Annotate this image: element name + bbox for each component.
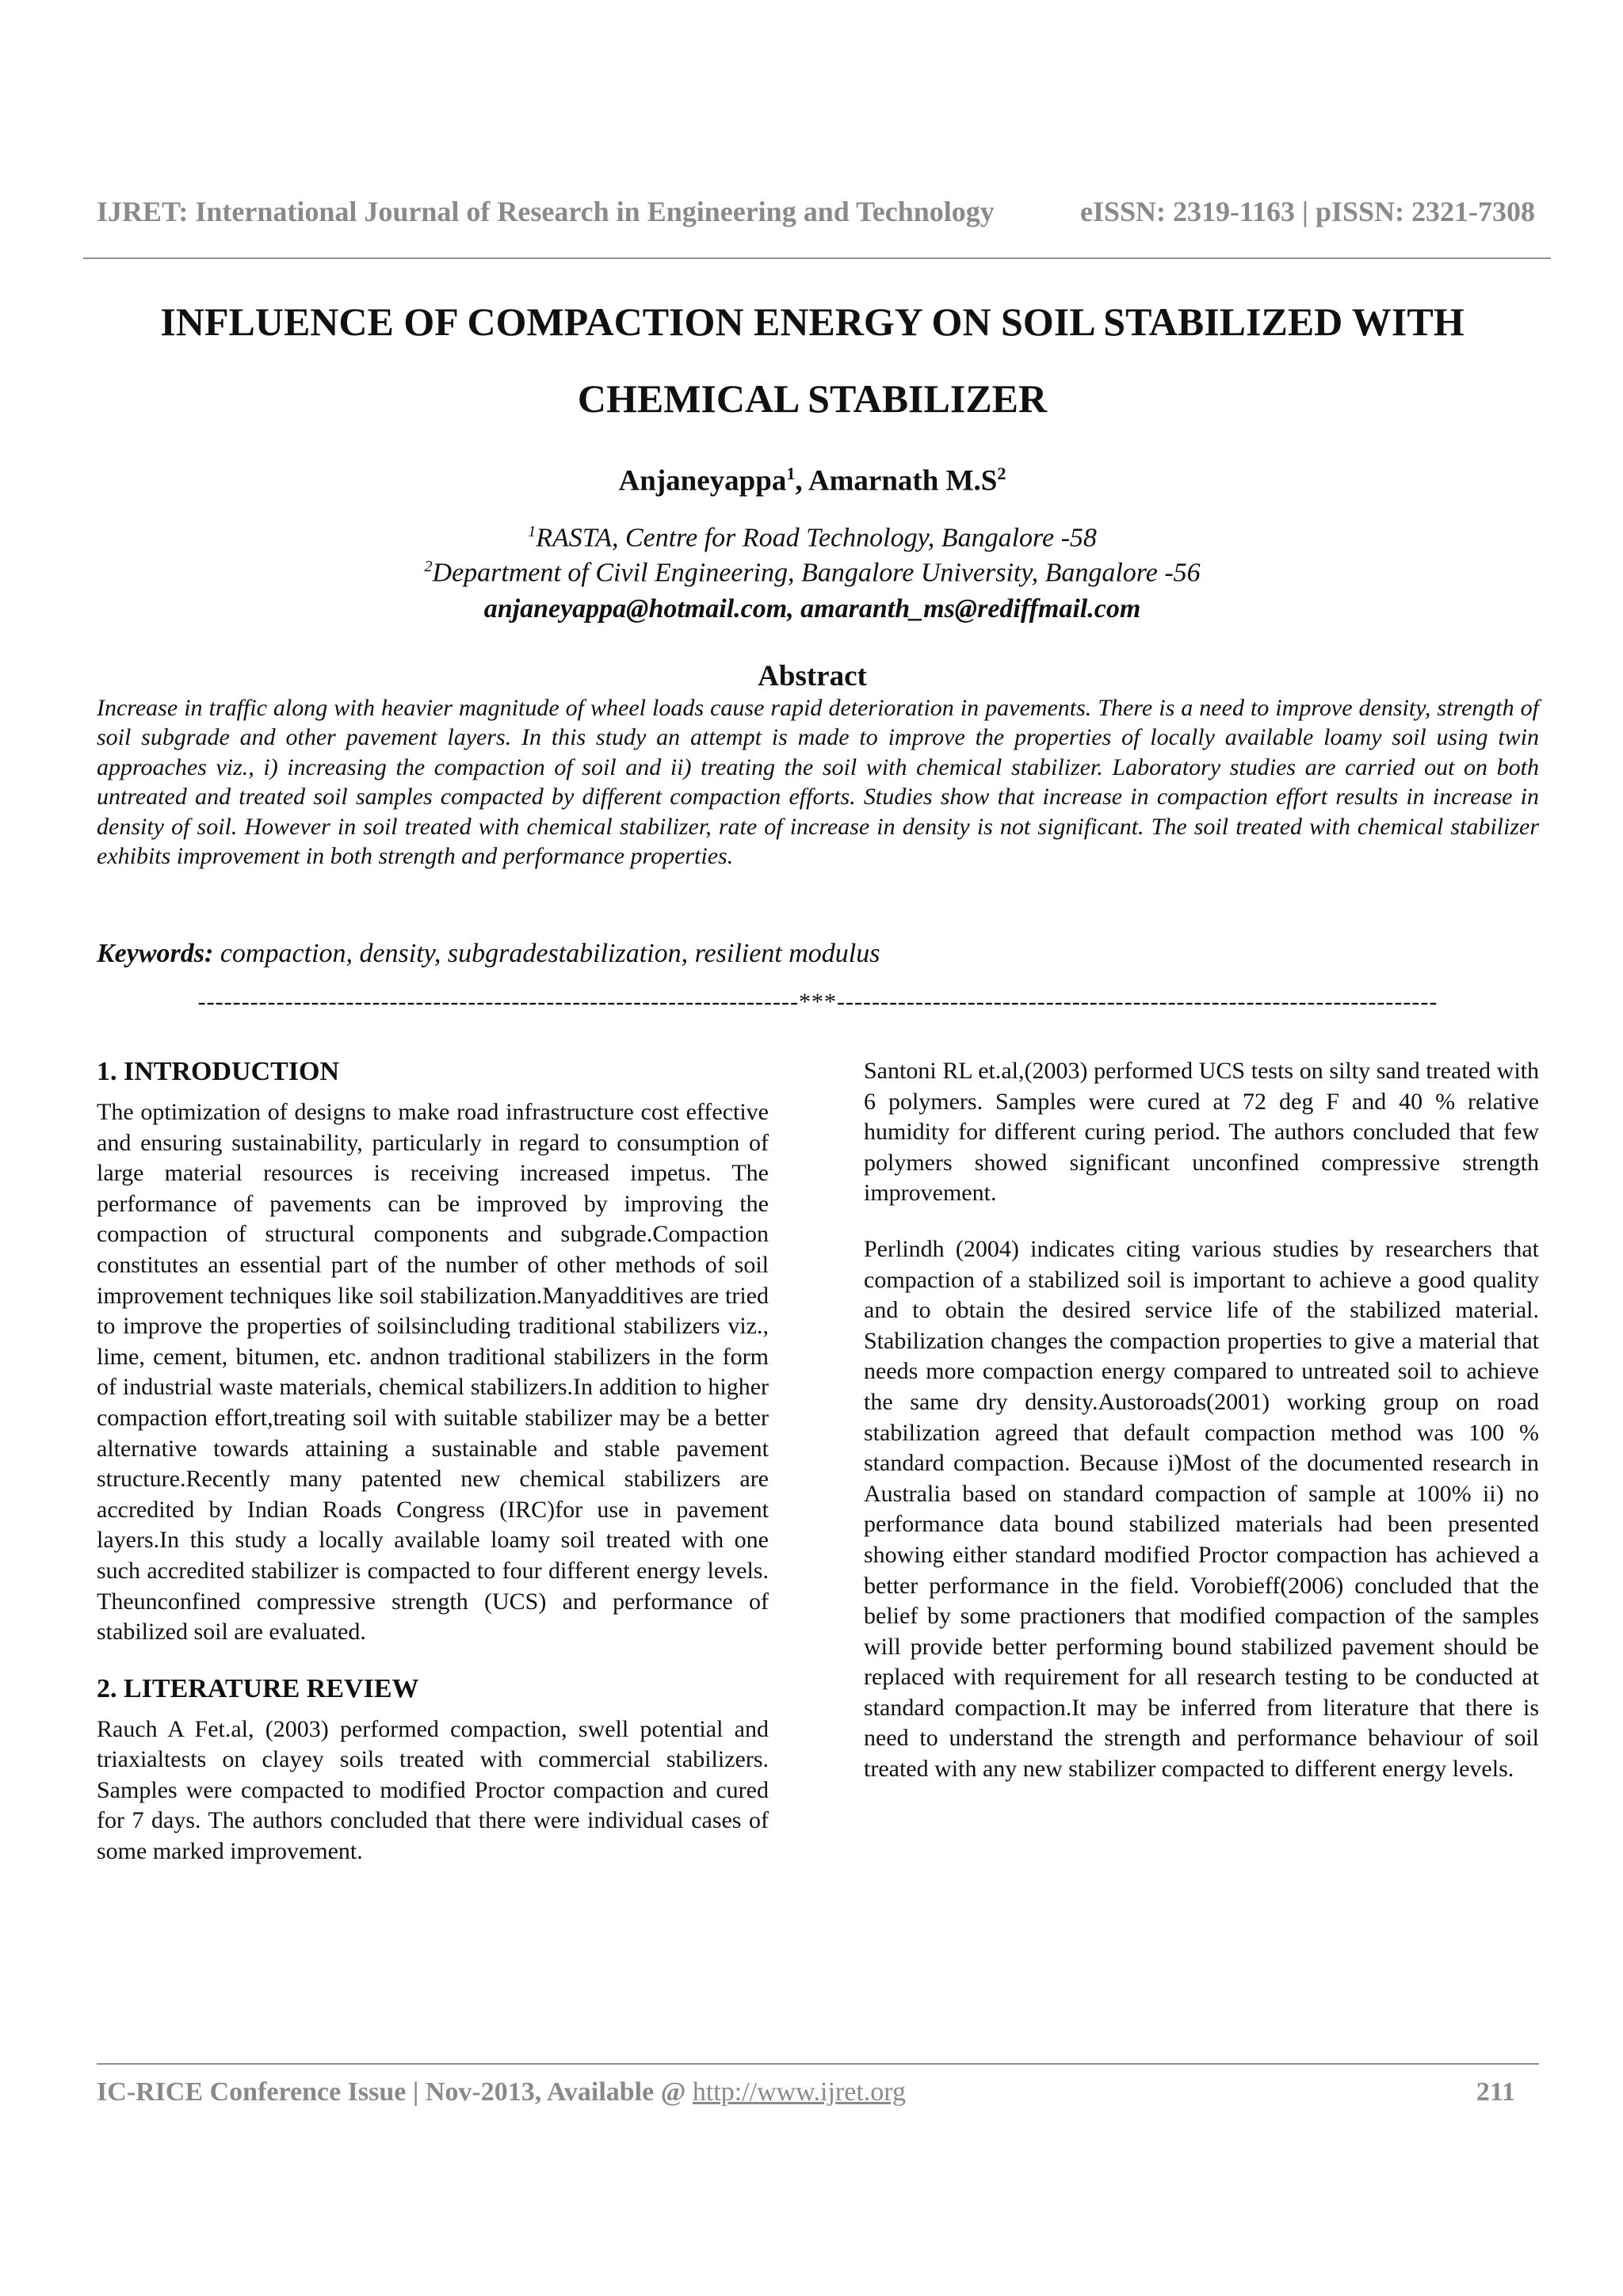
section-heading-introduction: 1. INTRODUCTION: [97, 1057, 340, 1086]
paper-title: [79, 284, 1545, 437]
title-line-1: INFLUENCE OF COMPACTION ENERGY ON SOIL STABILIZED WITH: [160, 299, 1465, 344]
literature-paragraph: Perlindh (2004) indicates citing various studies by researchers that compaction of a stabilized soil is important to achieve a good quality and to obtain the desired service life of the stabilized material. Stabilization changes the compaction properties to give a material that needs more compaction energy compared to untreated soil to achieve the same dry density.Austoroads(2001) working group on road stabilization agreed that default compaction method was 100 % standard compaction. Because i)Most of the documented research in Australia based on standard compaction of sample at 100% ii) no performance data bound stabilized materials had been presented showing either standard modified Proctor compaction has achieved a better performance in the field. Vorobieff(2006) concluded that the belief by some practioners that modified compaction of the samples will provide better performing bound stabilized pavement should be replaced with requirement for all research testing to be conducted at standard compaction.It may be inferred from literature that there is need to understand the strength and performance behaviour of soil treated with any new stabilizer compacted to different energy levels.: [864, 1235, 1539, 1783]
footer-issue: [97, 2077, 906, 2107]
journal-issn: eISSN: 2319-1163 | pISSN: 2321-7308: [1080, 196, 1535, 227]
author-superscript: 1: [786, 463, 796, 483]
abstract-heading: Abstract: [758, 660, 867, 692]
affiliation-2: [79, 558, 1545, 588]
keywords-text: compaction, density, subgradestabilization, resilient modulus: [220, 939, 880, 968]
journal-name: IJRET: International Journal of Research in Engineering and Technology: [97, 196, 995, 227]
section-heading-literature-review: 2. LITERATURE REVIEW: [97, 1673, 419, 1703]
introduction-paragraph: The optimization of designs to make road infrastructure cost effective and ensuring sustainability, particularly in regard to consumption of large material resources is receiving increased impetus. The performance of pavements can be improved by improving the compaction of structural components and subgrade.Compaction constitutes an essential part of the number of other methods of soil improvement techniques like soil stabilization.Manyadditives are tried to improve the properties of soilsincluding traditional stabilizers viz., lime, cement, bitumen, etc. andnon traditional stabilizers in the form of industrial waste materials, chemical stabilizers.In addition to higher compaction effort,treating soil with suitable stabilizer may be a better alternative towards attaining a sustainable and stable pavement structure.Recently many patented new chemical stabilizers are accredited by Indian Roads Congress (IRC)for use in pavement layers.In this study a locally available loamy soil treated with one such accredited stabilizer is compacted to four different energy levels. Theunconfined compressive strength (UCS) and performance of stabilized soil are evaluated.: [97, 1099, 769, 1646]
journal-website-link[interactable]: http://www.ijret.org: [692, 2077, 906, 2107]
left-column: [97, 1056, 769, 1867]
journal-header: [97, 195, 1535, 228]
paragraph-gap: [97, 1648, 769, 1673]
footer-issue-text: IC-RICE Conference Issue | Nov-2013, Available @: [97, 2077, 686, 2107]
author-name: Amarnath M.S: [808, 464, 998, 498]
right-column: [864, 1056, 1539, 1785]
affiliation-text: RASTA, Centre for Road Technology, Bangalore -58: [536, 523, 1097, 553]
affiliation-superscript: 2: [424, 558, 433, 575]
author-name: Anjaneyappa: [618, 464, 787, 498]
title-line-2: CHEMICAL STABILIZER: [577, 376, 1048, 421]
header-rule: [83, 257, 1551, 259]
affiliation-superscript: 1: [528, 523, 537, 540]
literature-paragraph: Santoni RL et.al,(2003) performed UCS tests on silty sand treated with 6 polymers. Samples were cured at 72 deg F and 40 % relative humidity for different curing period. The authors concluded that few polymers showed significant unconfined compressive strength improvement.: [864, 1058, 1539, 1207]
section-separator: ---------------------------------------------------------------------***---------------------------------------------------------------------: [197, 989, 1438, 1015]
keywords-label: Keywords:: [97, 939, 214, 968]
author-superscript: 2: [997, 463, 1006, 483]
page-number: 211: [1476, 2077, 1515, 2107]
page-footer: [97, 2077, 1515, 2107]
abstract-text: Increase in traffic along with heavier magnitude of wheel loads cause rapid deterioration in pavements. There is a need to improve density, strength of soil subgrade and other pavement layers. In this study an attempt is made to improve the properties of locally available loamy soil using twin approaches viz., i) increasing the compaction of soil and ii) treating the soil with chemical stabilizer. Laboratory studies are carried out on both untreated and treated soil samples compacted by different compaction efforts. Studies show that increase in compaction effort results in increase in density of soil. However in soil treated with chemical stabilizer, rate of increase in density is not significant. The soil treated with chemical stabilizer exhibits improvement in both strength and performance properties.: [97, 695, 1539, 870]
author-emails: anjaneyappa@hotmail.com, amaranth_ms@rediffmail.com: [483, 594, 1141, 624]
literature-paragraph: Rauch A Fet.al, (2003) performed compaction, swell potential and triaxialtests on clayey soils treated with commercial stabilizers. Samples were compacted to modified Proctor compaction and cured for 7 days. The authors concluded that there were individual cases of some marked improvement.: [97, 1715, 769, 1865]
author-list: [79, 463, 1545, 498]
paragraph-gap: [864, 1209, 1539, 1234]
keywords: [97, 939, 1539, 969]
footer-rule: [97, 2063, 1539, 2065]
author-separator: ,: [795, 464, 808, 498]
affiliation-1: [79, 523, 1545, 553]
affiliation-text: Department of Civil Engineering, Bangalore University, Bangalore -56: [432, 558, 1201, 588]
